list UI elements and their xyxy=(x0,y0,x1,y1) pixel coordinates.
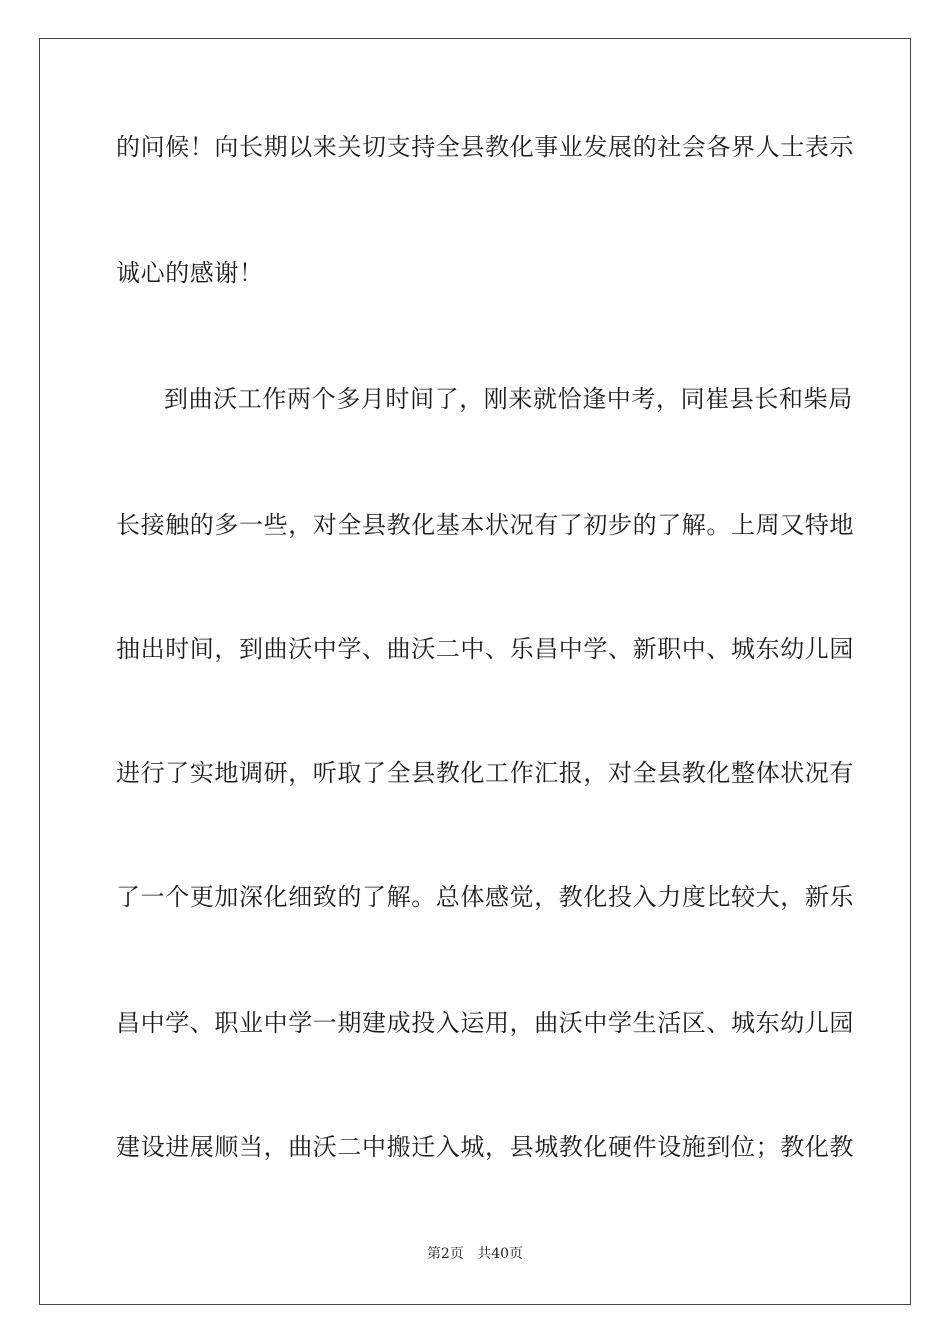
text-line-7: 了一个更加深化细致的了解。总体感觉，教化投入力度比较大，新乐 xyxy=(116,883,854,911)
page-number: 第2页 xyxy=(426,1246,464,1262)
text-line-1: 的问候！向长期以来关切支持全县教化事业发展的社会各界人士表示 xyxy=(116,133,854,161)
paragraph-start-line: 到曲沃工作两个多月时间了，刚来就恰逢中考，同崔县长和柴局 xyxy=(164,385,853,413)
text-line-9: 建设进展顺当，曲沃二中搬迁入城，县城教化硬件设施到位；教化教 xyxy=(116,1133,854,1161)
page-border xyxy=(39,38,911,1305)
text-line-4: 长接触的多一些，对全县教化基本状况有了初步的了解。上周又特地 xyxy=(116,511,854,539)
text-line-6: 进行了实地调研，听取了全县教化工作汇报，对全县教化整体状况有 xyxy=(116,759,854,787)
text-line-2: 诚心的感谢！ xyxy=(116,259,264,287)
page-total: 共40页 xyxy=(477,1246,524,1262)
text-line-5: 抽出时间，到曲沃中学、曲沃二中、乐昌中学、新职中、城东幼儿园 xyxy=(116,635,854,663)
page-footer xyxy=(0,1245,950,1263)
text-line-8: 昌中学、职业中学一期建成投入运用，曲沃中学生活区、城东幼儿园 xyxy=(116,1009,854,1037)
